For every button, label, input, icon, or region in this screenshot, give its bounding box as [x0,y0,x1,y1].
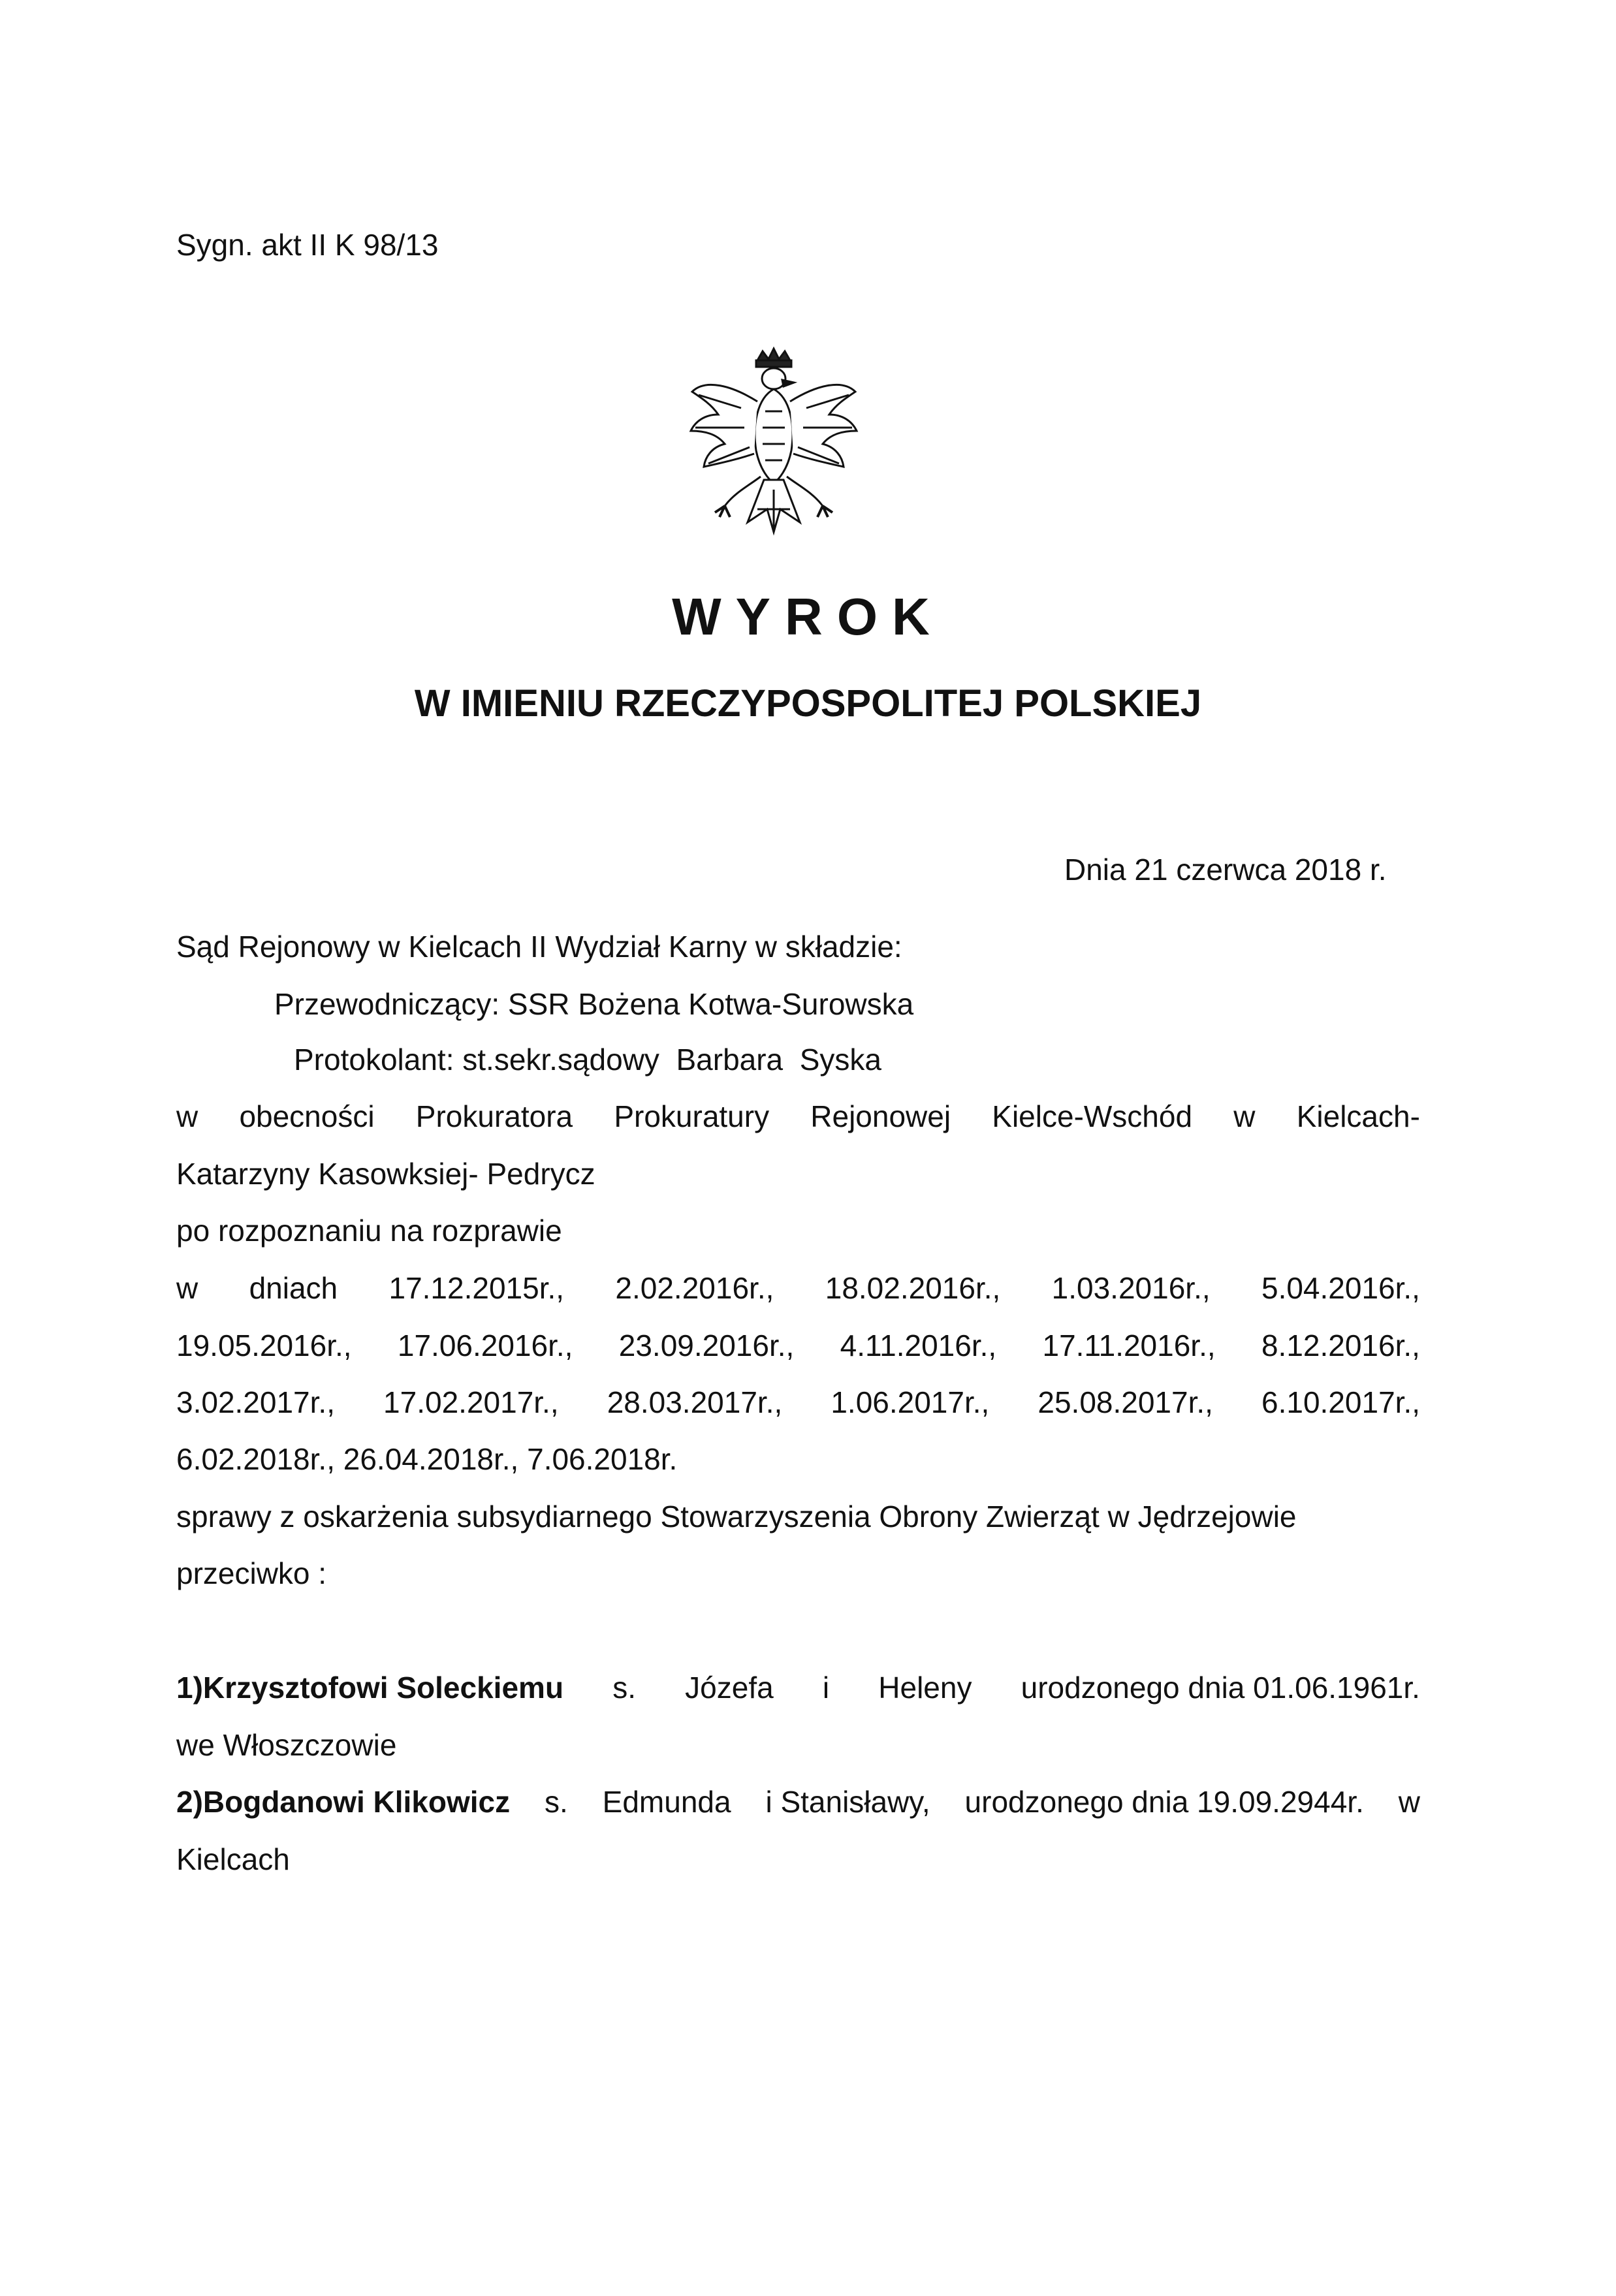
date-item: 1.03.2016r., [1051,1271,1211,1305]
defendant-1 [176,1668,1420,1707]
date-item: w [176,1271,198,1305]
date-item: 2.02.2016r., [615,1271,774,1305]
word: Heleny [878,1671,972,1705]
verdict-title: WYROK [672,588,944,646]
hearing-dates-row-1 [176,1268,1420,1308]
word: w [1398,1785,1420,1819]
date-item: 17.06.2016r., [397,1329,573,1362]
word: Prokuratury [614,1099,770,1133]
hearing-dates-row-3 [176,1383,1420,1422]
against-label: przeciwko : [176,1556,327,1590]
word: Edmunda [602,1785,731,1819]
case-number: Sygn. akt II K 98/13 [176,228,439,262]
word: s. [612,1671,636,1705]
date-item: 17.02.2017r., [383,1385,559,1419]
hearing-dates-row-2 [176,1326,1420,1365]
verdict-date: Dnia 21 czerwca 2018 r. [1064,853,1387,887]
date-item: 23.09.2016r., [618,1329,795,1362]
word: urodzonego dnia 01.06.1961r. [1021,1671,1420,1705]
word: i [822,1671,830,1705]
date-item: 3.02.2017r., [176,1385,335,1419]
word: w [176,1099,198,1133]
date-item: 4.11.2016r., [840,1329,997,1362]
word: obecności [239,1099,375,1133]
hearing-dates-row-4: 6.02.2018r., 26.04.2018r., 7.06.2018r. [176,1442,678,1476]
date-item: 18.02.2016r., [825,1271,1001,1305]
case-description: sprawy z oskarżenia subsydiarnego Stowarzyszenia Obrony Zwierząt w Jędrzejowie [176,1500,1297,1533]
word: urodzonego dnia 19.09.2944r. [964,1785,1364,1819]
defendant-2-name: 2)Bogdanowi Klikowicz [176,1785,511,1819]
court-clerk: Protokolant: st.sekr.sądowy Barbara Syska [294,1043,881,1077]
prosecutor-line [176,1097,1420,1136]
date-item: 25.08.2017r., [1038,1385,1213,1419]
word: Kielcach- [1296,1099,1420,1133]
date-item: 19.05.2016r., [176,1329,352,1362]
word: Prokuratora [415,1099,573,1133]
word: s. [545,1785,568,1819]
date-item: 17.12.2015r., [388,1271,565,1305]
defendant-2-place: Kielcach [176,1842,290,1876]
verdict-subtitle: W IMIENIU RZECZYPOSPOLITEJ POLSKIEJ [414,682,1202,725]
date-item: 17.11.2016r., [1042,1329,1216,1362]
defendant-1-place: we Włoszczowie [176,1728,397,1762]
word: w [1233,1099,1256,1133]
date-item: 6.10.2017r., [1261,1385,1420,1419]
defendant-2 [176,1782,1420,1821]
date-item: 28.03.2017r., [607,1385,783,1419]
hearing-intro: po rozpoznaniu na rozprawie [176,1214,562,1248]
date-item: 8.12.2016r., [1261,1329,1420,1362]
date-item: 5.04.2016r., [1261,1271,1420,1305]
word: i Stanisławy, [765,1785,930,1819]
word: Józefa [685,1671,774,1705]
court-line: Sąd Rejonowy w Kielcach II Wydział Karny w składzie: [176,930,902,964]
word: Kielce-Wschód [992,1099,1193,1133]
defendant-1-name: 1)Krzysztofowi Soleckiemu [176,1671,564,1705]
word: Rejonowej [810,1099,951,1133]
date-item: 1.06.2017r., [831,1385,990,1419]
prosecutor-name: Katarzyny Kasowksiej- Pedrycz [176,1157,595,1191]
date-item: dniach [249,1271,338,1305]
polish-eagle-emblem-icon [679,346,868,542]
presiding-judge: Przewodniczący: SSR Bożena Kotwa-Surowska [274,987,914,1021]
